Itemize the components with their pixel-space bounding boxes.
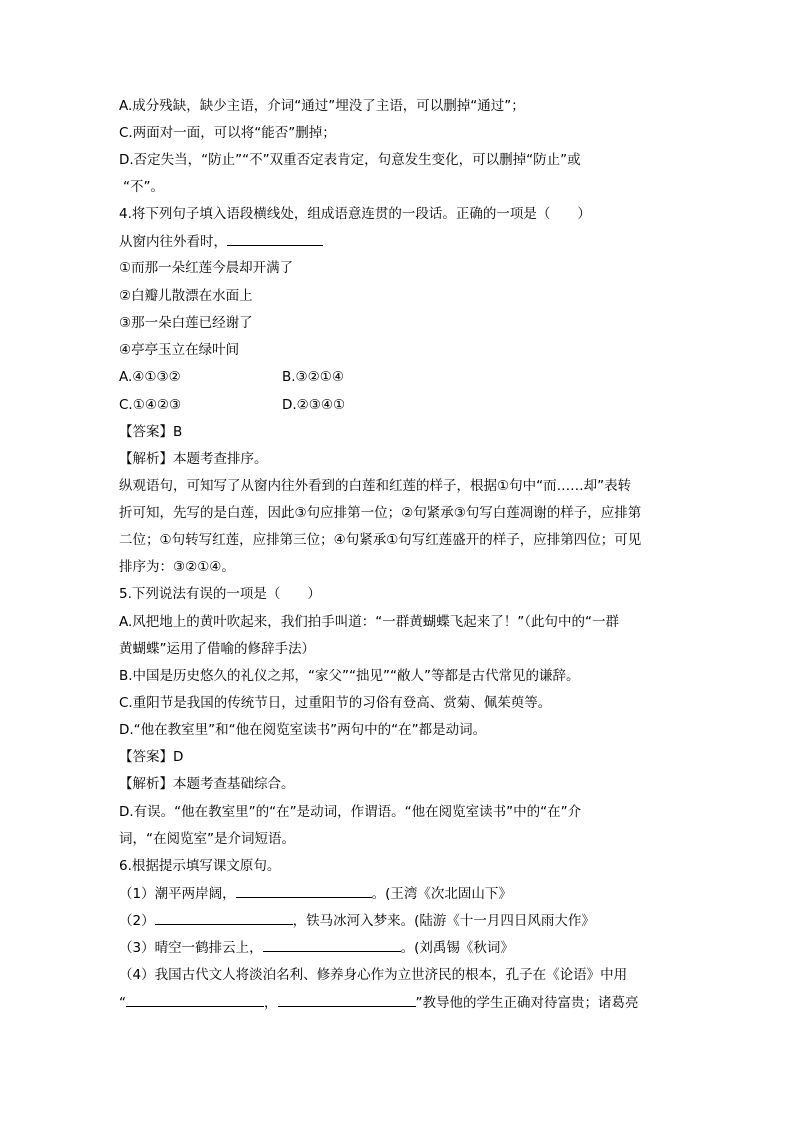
q4-choice-d: D.②③④① xyxy=(282,397,346,413)
q6-item-1 xyxy=(119,883,512,904)
q6-item-4: （4）我国古代文人将淡泊名利、修养身心作为立世济民的根本，孔子在《论语》中用 xyxy=(119,967,628,983)
q4-choice-b: B.③②①④ xyxy=(282,369,344,385)
q4-item-4: ④亭亭玉立在绿叶间 xyxy=(119,342,240,358)
q4-prompt xyxy=(119,231,323,252)
q6-item-2-blank xyxy=(155,910,293,925)
q6-item-4-open-quote: “ xyxy=(119,995,126,1011)
q4-answer-blank xyxy=(227,231,323,246)
q4-analysis-head: 【解析】本题考查排序。 xyxy=(119,451,268,467)
q4-answer: 【答案】B xyxy=(119,424,183,440)
q6-stem: 6.根据提示填写课文原句。 xyxy=(119,858,281,874)
q4-analysis-line-3: 二位；①句转写红莲，应排第三位；④句紧承①句写红莲盛开的样子，应排第四位；可见 xyxy=(119,532,642,548)
q4-prompt-text: 从窗内往外看时， xyxy=(119,234,227,250)
q6-item-1-blank xyxy=(236,883,372,898)
q6-item-4-cont xyxy=(119,992,639,1013)
q4-analysis-line-1: 纵观语句，可知写了从窗内往外看到的白莲和红莲的样子，根据①句中“而……却”表转 xyxy=(119,478,632,494)
q6-item-2-prefix: （2） xyxy=(119,913,155,929)
q3-option-d: D.否定失当，“防止”“不”双重否定表肯定，句意发生变化，可以删掉“防止”或 xyxy=(119,152,581,168)
q6-item-4-blank-2 xyxy=(278,992,416,1007)
q3-option-a: A.成分残缺，缺少主语，介词“通过”埋没了主语，可以删掉“通过”； xyxy=(119,98,525,114)
q6-item-4-blank-1 xyxy=(126,992,264,1007)
q4-item-1: ①而那一朵红莲今晨却开满了 xyxy=(119,260,294,276)
q5-option-a-cont: 黄蝴蝶”运用了借喻的修辞手法） xyxy=(119,641,315,657)
q5-answer: 【答案】D xyxy=(119,749,184,765)
q4-choices-row-1 xyxy=(119,367,181,387)
q4-item-2: ②白瓣儿散漂在水面上 xyxy=(119,288,253,304)
q6-item-3-suffix: 。(刘禹锡《秋词》 xyxy=(400,940,514,956)
q6-item-3-prefix: （3）晴空一鹤排云上， xyxy=(119,940,263,956)
q4-analysis-line-2: 折可知，先写的是白莲，因此③句应排第一位；②句紧承③句写白莲凋谢的样子，应排第 xyxy=(119,505,642,521)
q4-choice-c: C.①④②③ xyxy=(119,397,182,413)
q5-option-d: D.“他在教室里”和“他在阅览室读书”两句中的“在”都是动词。 xyxy=(119,722,487,738)
q6-item-4-separator: ， xyxy=(264,995,278,1011)
q6-item-2 xyxy=(119,910,595,931)
q3-option-c: C.两面对一面，可以将“能否”删掉； xyxy=(119,125,336,141)
q3-option-d-cont: “不”。 xyxy=(123,179,164,195)
q4-item-3: ③那一朵白莲已经谢了 xyxy=(119,315,253,331)
q6-item-2-suffix: ，铁马冰河入梦来。(陆游《十一月四日风雨大作》 xyxy=(292,913,595,929)
q6-item-1-prefix: （1）潮平两岸阔， xyxy=(119,886,236,902)
q5-analysis-head: 【解析】本题考查基础综合。 xyxy=(119,776,295,792)
q6-item-3-blank xyxy=(263,937,401,952)
q5-option-a: A.风把地上的黄叶吹起来，我们拍手叫道：“一群黄蝴蝶飞起来了！”（此句中的“一群 xyxy=(119,614,620,630)
q5-analysis-line-2: 词，“在阅览室”是介词短语。 xyxy=(119,831,295,847)
q6-item-4-suffix: ”教导他的学生正确对待富贵；诸葛亮 xyxy=(415,995,639,1011)
q5-option-c: C.重阳节是我国的传统节日，过重阳节的习俗有登高、赏菊、佩茱萸等。 xyxy=(119,695,552,711)
q6-item-3 xyxy=(119,937,514,958)
q5-option-b: B.中国是历史悠久的礼仪之邦，“家父”“拙见”“敝人”等都是古代常见的谦辞。 xyxy=(119,668,580,684)
q4-analysis-line-4: 排序为：③②①④。 xyxy=(119,559,235,575)
q6-item-1-suffix: 。(王湾《次北固山下》 xyxy=(371,886,512,902)
q4-stem: 4.将下列句子填入语段横线处，组成语意连贯的一段话。正确的一项是（ ） xyxy=(119,206,591,222)
q4-choice-a: A.④①③② xyxy=(119,369,181,385)
q5-stem: 5.下列说法有误的一项是（ ） xyxy=(119,586,321,602)
q5-analysis-line-1: D.有误。“他在教室里”的“在”是动词，作谓语。“他在阅览室读书”中的“在”介 xyxy=(119,804,582,820)
